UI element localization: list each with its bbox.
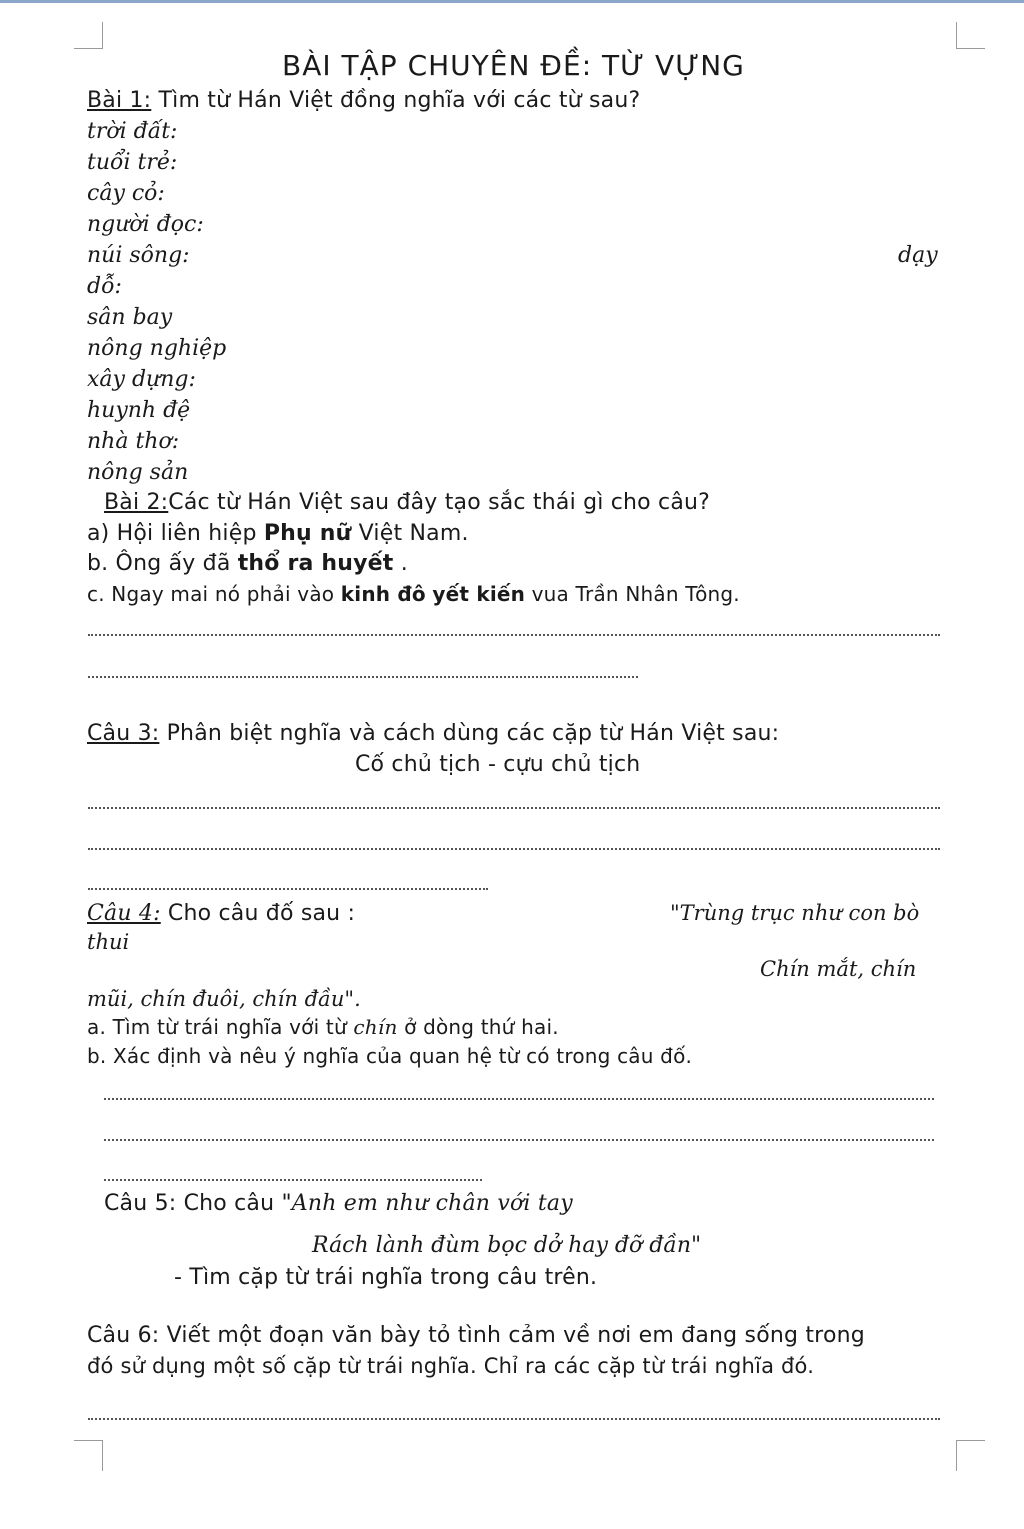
bai1-word: cây cỏ: bbox=[87, 181, 165, 206]
cau3-question: Phân biệt nghĩa và cách dùng các cặp từ Hán Việt sau: bbox=[159, 721, 780, 746]
corner-mark-top-right bbox=[956, 22, 985, 49]
cau3-heading bbox=[87, 723, 779, 745]
bai1-word: người đọc: bbox=[87, 212, 204, 237]
corner-mark-bottom-left bbox=[74, 1440, 103, 1471]
cau6-line2: đó sử dụng một số cặp từ trái nghĩa. Chỉ ra các cặp từ trái nghĩa đó. bbox=[87, 1354, 815, 1378]
bai2-a-bold: Phụ nữ bbox=[263, 521, 352, 546]
bai1-word: nông nghiệp bbox=[87, 336, 227, 361]
bai2-c-bold2: yết kiến bbox=[432, 582, 526, 606]
page-title: BÀI TẬP CHUYÊN ĐỀ: TỪ VỰNG bbox=[282, 49, 745, 82]
cau4-riddle-line2: Chín mắt, chín bbox=[760, 957, 917, 981]
bai2-heading bbox=[104, 492, 710, 514]
cau4-heading bbox=[87, 903, 355, 925]
bai2-item-b bbox=[87, 553, 408, 575]
bai1-word: dỗ: bbox=[87, 274, 122, 299]
bai2-item-c bbox=[87, 584, 740, 604]
cau4-a-ital: chín bbox=[353, 1015, 398, 1039]
cau5-poem-line1: Anh em như chân với tay bbox=[291, 1191, 573, 1216]
answer-dotted-line bbox=[104, 1179, 482, 1181]
cau4-riddle-line1-cont: thui bbox=[87, 930, 130, 954]
cau4-riddle-line2-cont: mũi, chín đuôi, chín đầu". bbox=[87, 987, 361, 1011]
cau4-item-a bbox=[87, 1017, 559, 1037]
answer-dotted-line bbox=[88, 676, 638, 678]
page-top-border bbox=[0, 0, 1024, 3]
answer-dotted-line bbox=[88, 807, 940, 809]
answer-dotted-line bbox=[88, 848, 940, 850]
cau4-label: Câu 4: bbox=[87, 901, 161, 926]
corner-mark-bottom-right bbox=[956, 1440, 985, 1471]
bai2-a-text: a) Hội liên hiệp bbox=[87, 521, 264, 546]
cau4-question: Cho câu đố sau : bbox=[160, 901, 356, 926]
cau4-a-suffix: ở dòng thứ hai. bbox=[397, 1015, 559, 1039]
cau5-task: - Tìm cặp từ trái nghĩa trong câu trên. bbox=[174, 1265, 598, 1290]
answer-dotted-line bbox=[88, 634, 940, 636]
cau4-a-text: a. Tìm từ trái nghĩa với từ bbox=[87, 1015, 354, 1039]
cau5-label: Câu 5: bbox=[104, 1191, 177, 1216]
bai2-c-bold1: kinh đô bbox=[340, 582, 426, 606]
bai2-c-suffix: vua Trần Nhân Tông. bbox=[525, 582, 740, 606]
bai1-word: nông sản bbox=[87, 460, 189, 485]
answer-dotted-line bbox=[104, 1098, 934, 1100]
bai1-word: nhà thơ: bbox=[87, 429, 180, 454]
cau5-intro: Cho câu " bbox=[176, 1191, 292, 1216]
bai1-question: Tìm từ Hán Việt đồng nghĩa với các từ sau? bbox=[151, 88, 641, 113]
cau4-riddle-line1: "Trùng trục như con bò bbox=[670, 901, 920, 925]
bai2-label: Bài 2: bbox=[104, 490, 169, 515]
cau5-heading bbox=[104, 1193, 573, 1215]
bai1-word: núi sông: bbox=[87, 243, 190, 268]
cau3-word-pair: Cố chủ tịch - cựu chủ tịch bbox=[355, 752, 641, 777]
cau5-poem-line2: Rách lành đùm bọc dở hay đỡ đần" bbox=[312, 1233, 702, 1258]
answer-dotted-line bbox=[88, 888, 488, 890]
cau3-label: Câu 3: bbox=[87, 721, 160, 746]
bai1-word: dạy bbox=[898, 243, 938, 268]
cau6-line1: Viết một đoạn văn bày tỏ tình cảm về nơi em đang sống trong bbox=[159, 1323, 865, 1348]
cau6-label: Câu 6: bbox=[87, 1323, 160, 1348]
bai1-word: trời đất: bbox=[87, 119, 178, 144]
bai1-word: huynh đệ bbox=[87, 398, 191, 423]
bai1-word: tuổi trẻ: bbox=[87, 150, 178, 175]
bai2-item-a bbox=[87, 523, 469, 545]
bai1-label: Bài 1: bbox=[87, 88, 152, 113]
bai1-heading bbox=[87, 90, 640, 112]
corner-mark-top-left bbox=[74, 22, 103, 49]
cau4-item-b: b. Xác định và nêu ý nghĩa của quan hệ từ có trong câu đố. bbox=[87, 1044, 693, 1068]
bai2-b-bold: thổ ra huyết bbox=[237, 551, 394, 576]
bai1-word: sân bay bbox=[87, 305, 173, 330]
bai2-b-suffix: . bbox=[393, 551, 408, 576]
answer-dotted-line bbox=[88, 1418, 940, 1420]
bai1-word: xây dựng: bbox=[87, 367, 196, 392]
bai2-b-text: b. Ông ấy đã bbox=[87, 551, 238, 576]
bai2-c-text: c. Ngay mai nó phải vào bbox=[87, 582, 341, 606]
bai2-question: Các từ Hán Việt sau đây tạo sắc thái gì cho câu? bbox=[168, 490, 711, 515]
answer-dotted-line bbox=[104, 1139, 934, 1141]
cau6-heading bbox=[87, 1325, 865, 1347]
bai2-a-suffix: Việt Nam. bbox=[351, 521, 469, 546]
